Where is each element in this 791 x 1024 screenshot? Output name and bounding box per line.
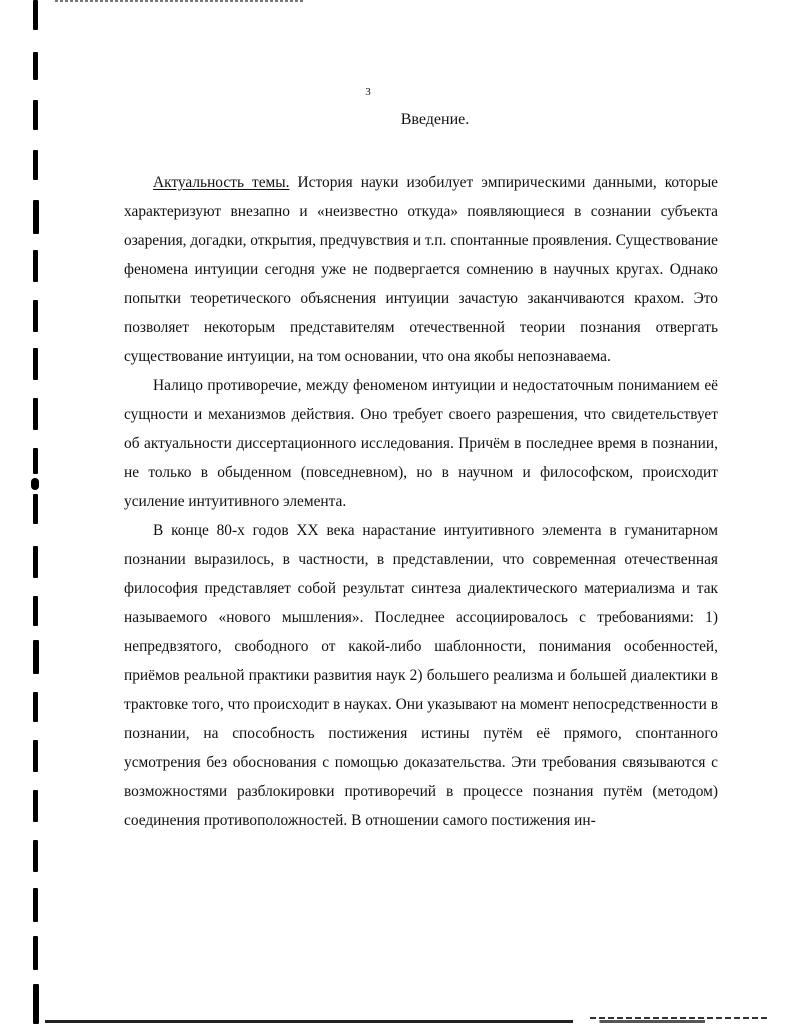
binding-mark: [33, 596, 38, 626]
paragraph-contradiction: Налицо противоречие, между феноменом интуиции и недостаточным пониманием её сущности и механизмов действия. Оно требует своего разрешения, что свидетельствует об актуальности диссертационного исследования. Причём в последнее время в познании, не только в обыденном (повседневном), но в научном и философском, происходит усиление интуитивного элемента.: [124, 377, 718, 510]
binding-marks: [0, 0, 50, 1024]
binding-mark: [33, 936, 38, 970]
binding-mark: [33, 0, 38, 30]
binding-mark: [33, 100, 38, 130]
scan-edge-bottom-right: [590, 1017, 770, 1019]
relevance-heading: Актуальность темы.: [153, 174, 290, 191]
binding-mark: [33, 250, 38, 282]
binding-mark: [33, 546, 38, 578]
binding-mark: [33, 300, 38, 332]
binding-mark: [33, 200, 39, 234]
binding-mark: [33, 348, 38, 380]
scan-edge-bottom: [45, 1020, 705, 1023]
binding-mark: [33, 740, 38, 772]
binding-mark: [33, 640, 39, 674]
page-number: 3: [365, 86, 371, 98]
binding-mark: [33, 150, 38, 180]
binding-mark: [33, 888, 38, 922]
binding-mark: [33, 52, 38, 80]
paragraph-eighties: В конце 80-х годов XX века нарастание интуитивного элемента в гуманитарном познании выразилось, в частности, в представлении, что современная отечественная философия представляет собой результат синтеза диалектического материализма и так называемого «нового мышления». Последнее ассоциировалось с требованиями: 1) непредвзятого, свободного от какой-либо шаблонности, понимания особенностей, приёмов реальной практики развития наук 2) большего реализма и большей диалектики в трактовке того, что происходит в науках. Они указывают на момент непосредственности в познании, на способность постижения истины путём её прямого, спонтанного усмотрения без обоснования с помощью доказательства. Эти требования связываются с возможностями разблокировки противоречий в процессе познания путём (методом) соединения противоположностей. В отношении самого постижения ин-: [124, 522, 718, 829]
binding-mark: [33, 494, 38, 524]
paragraph-relevance: [124, 168, 718, 371]
binding-mark: [31, 478, 39, 490]
relevance-text: История науки изобилует эмпирическими данными, которые характеризуют внезапно и «неизвестно откуда» появляющиеся в сознании субъекта озарения, догадки, открытия, предчувствия и т.п. спонтанные проявления. Существование феномена интуиции сегодня уже не подвергается сомнению в научных кругах. Однако попытки теоретического объяснения интуиции зачастую заканчиваются крахом. Это позволяет некоторым представителям отечественной теории познания отвергать существование интуиции, на том основании, что она якобы непознаваема.: [124, 174, 718, 365]
binding-mark: [33, 790, 38, 822]
binding-mark: [33, 448, 38, 474]
scan-edge-top: [55, 0, 305, 2]
binding-mark: [33, 840, 38, 872]
document-body: [124, 168, 718, 835]
binding-mark: [33, 984, 39, 1024]
binding-mark: [33, 398, 38, 430]
section-title: Введение.: [400, 111, 470, 128]
binding-mark: [33, 692, 38, 722]
